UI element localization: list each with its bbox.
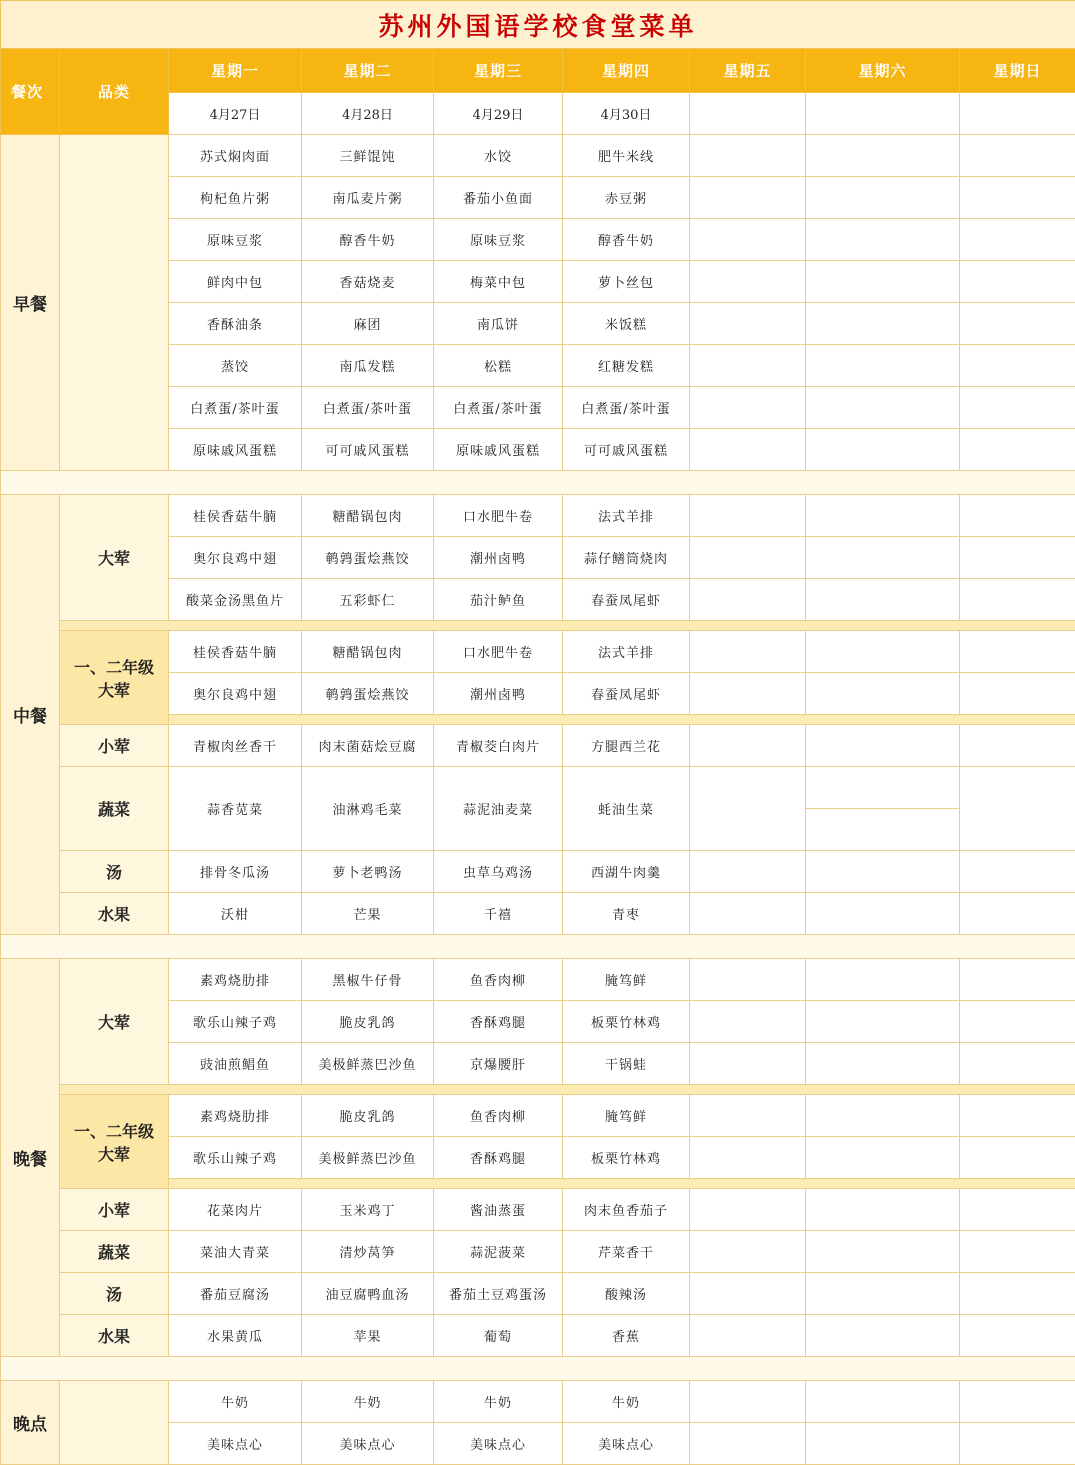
day-header: 星期五 bbox=[690, 49, 806, 93]
empty-cell bbox=[960, 177, 1075, 219]
menu-item: 青枣 bbox=[563, 893, 690, 935]
empty-cell bbox=[690, 673, 806, 715]
menu-item: 红糖发糕 bbox=[563, 345, 690, 387]
menu-item: 法式羊排 bbox=[563, 631, 690, 673]
category-small-meat: 小荤 bbox=[60, 1189, 169, 1231]
date-cell bbox=[806, 93, 960, 135]
empty-cell bbox=[960, 387, 1075, 429]
menu-item: 蒜仔鳝筒烧肉 bbox=[563, 537, 690, 579]
empty-cell bbox=[806, 1189, 960, 1231]
category-column-header: 品类 bbox=[60, 49, 169, 135]
empty-cell bbox=[960, 261, 1075, 303]
menu-item: 油淋鸡毛菜 bbox=[302, 767, 434, 851]
grade-label: 一、二年级 bbox=[73, 1121, 154, 1141]
menu-item: 肥牛米线 bbox=[563, 135, 690, 177]
category-big-meat: 大荤 bbox=[60, 495, 169, 621]
menu-item: 青椒肉丝香干 bbox=[169, 725, 302, 767]
menu-item: 腌笃鲜 bbox=[563, 1095, 690, 1137]
menu-item: 口水肥牛卷 bbox=[434, 495, 563, 537]
menu-item: 油豆腐鸭血汤 bbox=[302, 1273, 434, 1315]
empty-cell bbox=[960, 725, 1075, 767]
menu-item: 香酥鸡腿 bbox=[434, 1137, 563, 1179]
date-cell: 4月28日 bbox=[302, 93, 434, 135]
group-divider bbox=[169, 1179, 1075, 1189]
empty-cell bbox=[690, 893, 806, 935]
empty-cell bbox=[960, 537, 1075, 579]
menu-item: 板栗竹林鸡 bbox=[563, 1137, 690, 1179]
empty-cell bbox=[690, 579, 806, 621]
empty-cell bbox=[690, 345, 806, 387]
menu-item: 蚝油生菜 bbox=[563, 767, 690, 851]
meal-label-lunch: 中餐 bbox=[1, 495, 60, 935]
menu-item: 芹菜香干 bbox=[563, 1231, 690, 1273]
meal-column-header: 餐次 bbox=[1, 49, 60, 135]
menu-item: 五彩虾仁 bbox=[302, 579, 434, 621]
empty-cell bbox=[960, 135, 1075, 177]
empty-cell bbox=[806, 387, 960, 429]
empty-cell bbox=[806, 429, 960, 471]
menu-item: 腌笃鲜 bbox=[563, 959, 690, 1001]
empty-cell bbox=[806, 135, 960, 177]
category-grade-big-meat bbox=[60, 1095, 169, 1189]
empty-cell bbox=[690, 1381, 806, 1423]
menu-item: 牛奶 bbox=[169, 1381, 302, 1423]
empty-cell bbox=[690, 1095, 806, 1137]
menu-item: 歌乐山辣子鸡 bbox=[169, 1137, 302, 1179]
menu-item: 桂侯香菇牛腩 bbox=[169, 631, 302, 673]
empty-cell bbox=[960, 1315, 1075, 1357]
empty-cell bbox=[960, 1381, 1075, 1423]
empty-cell bbox=[960, 767, 1075, 851]
menu-item: 肉末鱼香茄子 bbox=[563, 1189, 690, 1231]
menu-item: 糖醋锅包肉 bbox=[302, 495, 434, 537]
empty-cell bbox=[690, 1137, 806, 1179]
menu-item: 原味戚风蛋糕 bbox=[169, 429, 302, 471]
menu-item: 南瓜发糕 bbox=[302, 345, 434, 387]
empty-cell bbox=[806, 1001, 960, 1043]
menu-item: 脆皮乳鸽 bbox=[302, 1001, 434, 1043]
grade-label: 一、二年级 bbox=[73, 657, 154, 677]
menu-item: 菜油大青菜 bbox=[169, 1231, 302, 1273]
menu-item: 蒜泥菠菜 bbox=[434, 1231, 563, 1273]
empty-cell bbox=[960, 1273, 1075, 1315]
menu-item: 桂侯香菇牛腩 bbox=[169, 495, 302, 537]
day-header: 星期四 bbox=[563, 49, 690, 93]
menu-item: 萝卜丝包 bbox=[563, 261, 690, 303]
page-title: 苏州外国语学校食堂菜单 bbox=[1, 1, 1075, 49]
empty-cell bbox=[960, 345, 1075, 387]
menu-item: 南瓜麦片粥 bbox=[302, 177, 434, 219]
empty-cell bbox=[806, 261, 960, 303]
empty-cell bbox=[960, 1231, 1075, 1273]
empty-cell bbox=[806, 893, 960, 935]
empty-cell bbox=[960, 495, 1075, 537]
category-soup: 汤 bbox=[60, 1273, 169, 1315]
menu-item: 干锅蛙 bbox=[563, 1043, 690, 1085]
empty-cell bbox=[806, 725, 960, 767]
empty-cell bbox=[690, 495, 806, 537]
menu-item: 萝卜老鸭汤 bbox=[302, 851, 434, 893]
menu-item: 鱼香肉柳 bbox=[434, 1095, 563, 1137]
menu-item: 香蕉 bbox=[563, 1315, 690, 1357]
empty-cell bbox=[960, 303, 1075, 345]
empty-cell bbox=[690, 429, 806, 471]
menu-item: 豉油煎鲳鱼 bbox=[169, 1043, 302, 1085]
menu-item: 牛奶 bbox=[563, 1381, 690, 1423]
menu-item: 鱼香肉柳 bbox=[434, 959, 563, 1001]
empty-cell bbox=[806, 303, 960, 345]
menu-item: 板栗竹林鸡 bbox=[563, 1001, 690, 1043]
menu-item: 西湖牛肉羹 bbox=[563, 851, 690, 893]
grade-sublabel: 大荤 bbox=[97, 680, 130, 700]
menu-item: 糖醋锅包肉 bbox=[302, 631, 434, 673]
menu-item: 鹌鹑蛋烩燕饺 bbox=[302, 673, 434, 715]
meal-label-dinner: 晚餐 bbox=[1, 959, 60, 1357]
category-big-meat: 大荤 bbox=[60, 959, 169, 1085]
menu-item: 青椒茭白肉片 bbox=[434, 725, 563, 767]
empty-cell bbox=[960, 1043, 1075, 1085]
menu-item: 蒜香苋菜 bbox=[169, 767, 302, 851]
menu-item: 香酥油条 bbox=[169, 303, 302, 345]
day-header: 星期一 bbox=[169, 49, 302, 93]
menu-item: 白煮蛋/茶叶蛋 bbox=[563, 387, 690, 429]
empty-cell bbox=[960, 631, 1075, 673]
empty-cell bbox=[690, 1273, 806, 1315]
menu-item: 酱油蒸蛋 bbox=[434, 1189, 563, 1231]
menu-item: 茄汁鲈鱼 bbox=[434, 579, 563, 621]
empty-cell bbox=[690, 387, 806, 429]
menu-item: 花菜肉片 bbox=[169, 1189, 302, 1231]
menu-item: 南瓜饼 bbox=[434, 303, 563, 345]
empty-cell bbox=[690, 1231, 806, 1273]
empty-cell bbox=[806, 1137, 960, 1179]
menu-item: 牛奶 bbox=[302, 1381, 434, 1423]
day-header: 星期三 bbox=[434, 49, 563, 93]
menu-item: 沃柑 bbox=[169, 893, 302, 935]
day-header: 星期日 bbox=[960, 49, 1075, 93]
empty-cell bbox=[806, 177, 960, 219]
menu-item: 酸菜金汤黑鱼片 bbox=[169, 579, 302, 621]
empty-cell bbox=[806, 345, 960, 387]
menu-item: 美极鲜蒸巴沙鱼 bbox=[302, 1043, 434, 1085]
menu-item: 三鲜馄饨 bbox=[302, 135, 434, 177]
menu-item: 番茄豆腐汤 bbox=[169, 1273, 302, 1315]
menu-item: 香酥鸡腿 bbox=[434, 1001, 563, 1043]
date-cell: 4月30日 bbox=[563, 93, 690, 135]
group-divider bbox=[169, 715, 1075, 725]
category-small-meat: 小荤 bbox=[60, 725, 169, 767]
day-header: 星期二 bbox=[302, 49, 434, 93]
empty-cell bbox=[690, 261, 806, 303]
empty-cell bbox=[690, 219, 806, 261]
menu-item: 蒜泥油麦菜 bbox=[434, 767, 563, 851]
menu-item: 麻团 bbox=[302, 303, 434, 345]
menu-item: 葡萄 bbox=[434, 1315, 563, 1357]
empty-cell bbox=[806, 809, 960, 851]
empty-cell bbox=[806, 1423, 960, 1465]
empty-cell bbox=[690, 1423, 806, 1465]
category-grade-big-meat bbox=[60, 631, 169, 725]
empty-cell bbox=[960, 1001, 1075, 1043]
empty-cell bbox=[806, 851, 960, 893]
empty-cell bbox=[690, 959, 806, 1001]
empty-cell bbox=[806, 579, 960, 621]
empty-cell bbox=[806, 673, 960, 715]
menu-item: 白煮蛋/茶叶蛋 bbox=[169, 387, 302, 429]
date-cell bbox=[690, 93, 806, 135]
empty-cell bbox=[806, 1095, 960, 1137]
menu-item: 春蚕凤尾虾 bbox=[563, 673, 690, 715]
category-fruit: 水果 bbox=[60, 893, 169, 935]
menu-item: 芒果 bbox=[302, 893, 434, 935]
empty-cell bbox=[690, 1043, 806, 1085]
empty-cell bbox=[806, 767, 960, 809]
empty-cell bbox=[806, 537, 960, 579]
day-header: 星期六 bbox=[806, 49, 960, 93]
empty-cell bbox=[690, 1315, 806, 1357]
menu-item: 赤豆粥 bbox=[563, 177, 690, 219]
empty-cell bbox=[960, 851, 1075, 893]
menu-item: 酸辣汤 bbox=[563, 1273, 690, 1315]
empty-cell bbox=[806, 219, 960, 261]
late-snack-category bbox=[60, 1381, 169, 1465]
menu-item: 原味戚风蛋糕 bbox=[434, 429, 563, 471]
empty-cell bbox=[960, 1137, 1075, 1179]
group-divider bbox=[60, 1085, 1075, 1095]
empty-cell bbox=[806, 631, 960, 673]
empty-cell bbox=[690, 767, 806, 851]
menu-item: 原味豆浆 bbox=[434, 219, 563, 261]
empty-cell bbox=[806, 1231, 960, 1273]
grade-sublabel: 大荤 bbox=[97, 1144, 130, 1164]
menu-item: 白煮蛋/茶叶蛋 bbox=[302, 387, 434, 429]
category-soup: 汤 bbox=[60, 851, 169, 893]
empty-cell bbox=[960, 219, 1075, 261]
menu-item: 脆皮乳鸽 bbox=[302, 1095, 434, 1137]
menu-item: 蒸饺 bbox=[169, 345, 302, 387]
empty-cell bbox=[960, 959, 1075, 1001]
menu-item: 醇香牛奶 bbox=[563, 219, 690, 261]
empty-cell bbox=[690, 135, 806, 177]
empty-cell bbox=[960, 579, 1075, 621]
menu-item: 美味点心 bbox=[169, 1423, 302, 1465]
menu-item: 素鸡烧肋排 bbox=[169, 959, 302, 1001]
meal-label-breakfast: 早餐 bbox=[1, 135, 60, 471]
empty-cell bbox=[806, 1381, 960, 1423]
menu-item: 松糕 bbox=[434, 345, 563, 387]
menu-item: 黑椒牛仔骨 bbox=[302, 959, 434, 1001]
menu-item: 白煮蛋/茶叶蛋 bbox=[434, 387, 563, 429]
empty-cell bbox=[806, 495, 960, 537]
menu-item: 番茄小鱼面 bbox=[434, 177, 563, 219]
menu-item: 水果黄瓜 bbox=[169, 1315, 302, 1357]
empty-cell bbox=[960, 1423, 1075, 1465]
menu-item: 美极鲜蒸巴沙鱼 bbox=[302, 1137, 434, 1179]
empty-cell bbox=[960, 1189, 1075, 1231]
category-vegetable: 蔬菜 bbox=[60, 1231, 169, 1273]
menu-item: 潮州卤鸭 bbox=[434, 673, 563, 715]
menu-item: 方腿西兰花 bbox=[563, 725, 690, 767]
menu-item: 水饺 bbox=[434, 135, 563, 177]
menu-item: 美味点心 bbox=[434, 1423, 563, 1465]
empty-cell bbox=[806, 1315, 960, 1357]
group-divider bbox=[60, 621, 1075, 631]
category-fruit: 水果 bbox=[60, 1315, 169, 1357]
empty-cell bbox=[690, 851, 806, 893]
empty-cell bbox=[806, 1043, 960, 1085]
menu-item: 素鸡烧肋排 bbox=[169, 1095, 302, 1137]
menu-item: 原味豆浆 bbox=[169, 219, 302, 261]
menu-item: 排骨冬瓜汤 bbox=[169, 851, 302, 893]
menu-item: 玉米鸡丁 bbox=[302, 1189, 434, 1231]
date-cell: 4月29日 bbox=[434, 93, 563, 135]
menu-item: 鲜肉中包 bbox=[169, 261, 302, 303]
empty-cell bbox=[690, 177, 806, 219]
menu-item: 米饭糕 bbox=[563, 303, 690, 345]
menu-item: 口水肥牛卷 bbox=[434, 631, 563, 673]
menu-item: 法式羊排 bbox=[563, 495, 690, 537]
menu-item: 肉末菌菇烩豆腐 bbox=[302, 725, 434, 767]
section-spacer bbox=[1, 471, 1075, 495]
empty-cell bbox=[806, 1273, 960, 1315]
empty-cell bbox=[806, 959, 960, 1001]
menu-item: 香菇烧麦 bbox=[302, 261, 434, 303]
menu-item: 牛奶 bbox=[434, 1381, 563, 1423]
menu-item: 奥尔良鸡中翅 bbox=[169, 537, 302, 579]
date-cell: 4月27日 bbox=[169, 93, 302, 135]
menu-item: 可可戚风蛋糕 bbox=[563, 429, 690, 471]
menu-item: 奥尔良鸡中翅 bbox=[169, 673, 302, 715]
empty-cell bbox=[690, 1189, 806, 1231]
empty-cell bbox=[690, 1001, 806, 1043]
menu-item: 美味点心 bbox=[302, 1423, 434, 1465]
menu-item: 苹果 bbox=[302, 1315, 434, 1357]
empty-cell bbox=[960, 1095, 1075, 1137]
empty-cell bbox=[960, 893, 1075, 935]
section-spacer bbox=[1, 935, 1075, 959]
section-spacer bbox=[1, 1357, 1075, 1381]
menu-item: 京爆腰肝 bbox=[434, 1043, 563, 1085]
menu-item: 虫草乌鸡汤 bbox=[434, 851, 563, 893]
menu-item: 可可戚风蛋糕 bbox=[302, 429, 434, 471]
menu-item: 清炒莴笋 bbox=[302, 1231, 434, 1273]
category-vegetable: 蔬菜 bbox=[60, 767, 169, 851]
empty-cell bbox=[690, 725, 806, 767]
menu-item: 春蚕凤尾虾 bbox=[563, 579, 690, 621]
empty-cell bbox=[690, 303, 806, 345]
menu-item: 梅菜中包 bbox=[434, 261, 563, 303]
menu-item: 枸杞鱼片粥 bbox=[169, 177, 302, 219]
empty-cell bbox=[690, 631, 806, 673]
menu-item: 美味点心 bbox=[563, 1423, 690, 1465]
empty-cell bbox=[690, 537, 806, 579]
menu-item: 千禧 bbox=[434, 893, 563, 935]
empty-cell bbox=[960, 429, 1075, 471]
menu-item: 番茄土豆鸡蛋汤 bbox=[434, 1273, 563, 1315]
date-cell bbox=[960, 93, 1075, 135]
empty-cell bbox=[960, 673, 1075, 715]
menu-item: 潮州卤鸭 bbox=[434, 537, 563, 579]
menu-item: 醇香牛奶 bbox=[302, 219, 434, 261]
breakfast-category bbox=[60, 135, 169, 471]
menu-item: 苏式焖肉面 bbox=[169, 135, 302, 177]
menu-item: 鹌鹑蛋烩燕饺 bbox=[302, 537, 434, 579]
menu-item: 歌乐山辣子鸡 bbox=[169, 1001, 302, 1043]
meal-label-late-snack: 晚点 bbox=[1, 1381, 60, 1465]
